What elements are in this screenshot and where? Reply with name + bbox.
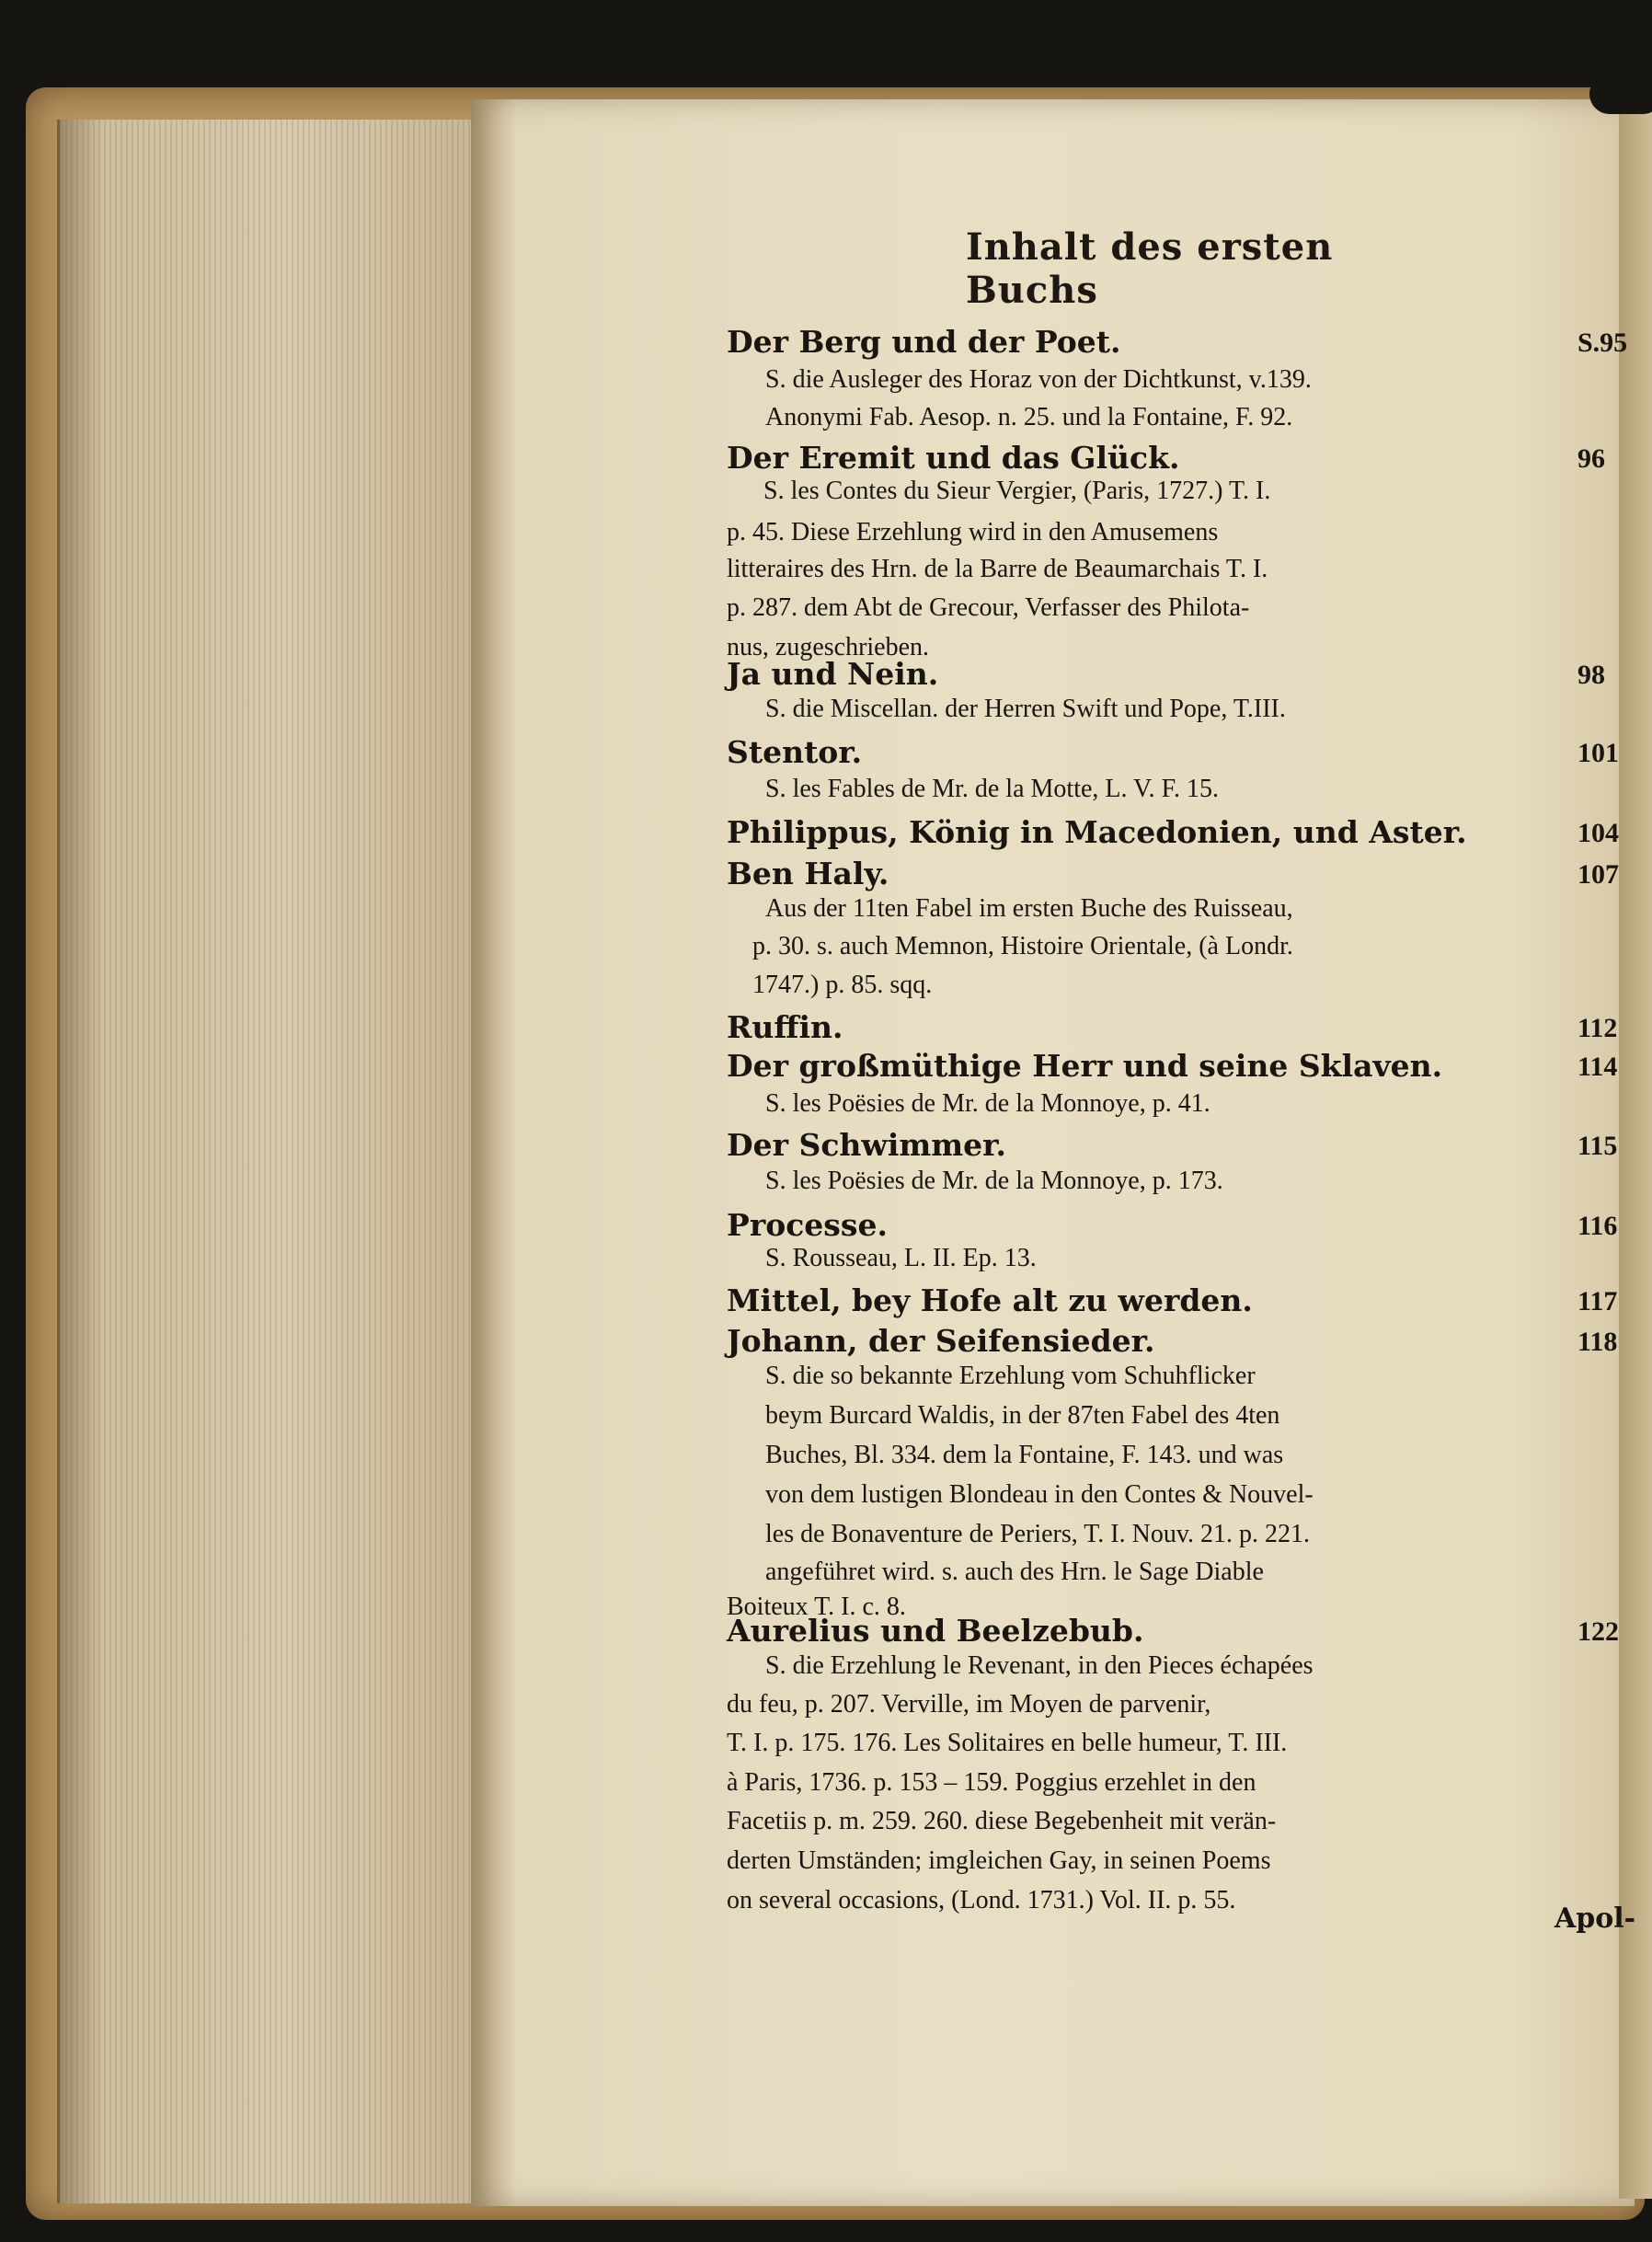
entry-page-number: 122: [1577, 1616, 1619, 1647]
toc-entry: [727, 656, 1605, 693]
toc-entry: [727, 814, 1619, 851]
entry-note-line: [727, 365, 1564, 402]
note-text: S. les Contes du Sieur Vergier, (Paris, 1727.) T. I.: [763, 477, 1271, 505]
entry-page-number: 104: [1577, 818, 1619, 848]
entry-note-line: [727, 1690, 1564, 1727]
entry-note-line: [727, 1520, 1564, 1557]
note-text: p. 287. dem Abt de Grecour, Verfasser des Philota-: [727, 593, 1250, 622]
entry-note-line: [727, 1441, 1564, 1477]
toc-entry: [727, 440, 1605, 477]
entry-title: Ben Haly.: [727, 856, 889, 891]
toc-entry: [727, 1009, 1618, 1046]
entry-note-line: [727, 1089, 1564, 1126]
note-text: S. die Miscellan. der Herren Swift und Pope, T.III.: [765, 695, 1286, 723]
toc-entry: [727, 324, 1628, 361]
entry-title: Der Berg und der Poet.: [727, 324, 1121, 360]
toc-entry: [727, 1323, 1618, 1360]
entry-note-line: [727, 593, 1564, 630]
toc-entry: [727, 1127, 1618, 1164]
entry-title: Philippus, König in Macedonien, und Aster.: [727, 814, 1467, 850]
entry-page-number: S.95: [1577, 328, 1628, 358]
note-text: Anonymi Fab. Aesop. n. 25. und la Fontaine, F. 92.: [765, 403, 1293, 431]
entry-note-line: [727, 518, 1564, 555]
entry-page-number: 107: [1577, 859, 1619, 890]
entry-title: Johann, der Seifensieder.: [727, 1323, 1155, 1359]
entry-note-line: [727, 477, 1564, 513]
entry-note-line: [727, 1362, 1564, 1398]
entry-page-number: 112: [1577, 1013, 1618, 1043]
note-text: beym Burcard Waldis, in der 87ten Fabel des 4ten: [765, 1401, 1280, 1430]
note-text: on several occasions, (Lond. 1731.) Vol. II. p. 55.: [727, 1886, 1236, 1914]
entry-page-number: 118: [1577, 1327, 1618, 1357]
note-text: p. 45. Diese Erzehlung wird in den Amusemens: [727, 518, 1219, 546]
entry-title: Processe.: [727, 1207, 888, 1243]
entry-note-line: [727, 1846, 1564, 1883]
toc-entry: [727, 1613, 1619, 1650]
entry-page-number: 114: [1577, 1052, 1618, 1082]
entry-note-line: [727, 971, 1564, 1007]
note-text: S. Rousseau, L. II. Ep. 13.: [765, 1244, 1037, 1272]
entry-note-line: [727, 555, 1564, 592]
entry-title: Der Schwimmer.: [727, 1127, 1007, 1163]
note-text: derten Umständen; imgleichen Gay, in seinen Poems: [727, 1846, 1271, 1875]
note-text: p. 30. s. auch Memnon, Histoire Orientale, (à Londr.: [752, 932, 1293, 960]
entry-title: Ruffin.: [727, 1009, 843, 1045]
running-header: Inhalt des ersten Buchs: [966, 225, 1334, 312]
note-text: Facetiis p. m. 259. 260. diese Begebenheit mit verän-: [727, 1807, 1277, 1835]
entry-note-line: [727, 1807, 1564, 1844]
entry-note-line: [727, 1886, 1564, 1923]
note-text: angeführet wird. s. auch des Hrn. le Sage Diable: [765, 1558, 1264, 1586]
toc-entry: [727, 1207, 1618, 1244]
entry-page-number: 101: [1577, 738, 1619, 768]
note-text: T. I. p. 175. 176. Les Solitaires en belle humeur, T. III.: [727, 1729, 1288, 1757]
note-text: 1747.) p. 85. sqq.: [752, 971, 933, 999]
entry-note-line: [727, 1401, 1564, 1438]
entry-page-number: 96: [1577, 443, 1605, 474]
note-text: à Paris, 1736. p. 153 – 159. Poggius erzehlet in den: [727, 1768, 1256, 1797]
catchword: Apol-: [1554, 1903, 1636, 1935]
entry-note-line: [727, 1480, 1564, 1517]
entry-note-line: [727, 1558, 1564, 1594]
note-text: les de Bonaventure de Periers, T. I. Nouv. 21. p. 221.: [765, 1520, 1311, 1548]
entry-page-number: 116: [1577, 1211, 1618, 1241]
entry-page-number: 117: [1577, 1286, 1618, 1316]
note-text: Boiteux T. I. c. 8.: [727, 1592, 906, 1621]
entry-note-line: [727, 1244, 1564, 1281]
note-text: S. die so bekannte Erzehlung vom Schuhflicker: [765, 1362, 1256, 1390]
entry-note-line: [727, 1768, 1564, 1805]
entry-note-line: [727, 1729, 1564, 1765]
entry-note-line: [727, 775, 1564, 811]
entry-title: Der großmüthige Herr und seine Sklaven.: [727, 1048, 1443, 1084]
entry-note-line: [727, 1651, 1564, 1688]
note-text: von dem lustigen Blondeau in den Contes & Nouvel-: [765, 1480, 1314, 1509]
note-text: Buches, Bl. 334. dem la Fontaine, F. 143. und was: [765, 1441, 1284, 1469]
entry-title: Aurelius und Beelzebub.: [727, 1613, 1144, 1649]
entry-note-line: [727, 403, 1564, 440]
toc-entry: [727, 1048, 1618, 1085]
note-text: Aus der 11ten Fabel im ersten Buche des Ruisseau,: [765, 894, 1293, 923]
entry-note-line: [727, 932, 1564, 969]
entry-page-number: 115: [1577, 1131, 1618, 1161]
entry-title: Stentor.: [727, 734, 863, 770]
entry-note-line: [727, 894, 1564, 931]
entry-note-line: [727, 695, 1564, 731]
toc-entry: [727, 734, 1619, 771]
note-text: S. les Poësies de Mr. de la Monnoye, p. 173.: [765, 1167, 1223, 1195]
note-text: S. les Poësies de Mr. de la Monnoye, p. 41.: [765, 1089, 1210, 1118]
entry-title: Mittel, bey Hofe alt zu werden.: [727, 1282, 1253, 1318]
note-text: litteraires des Hrn. de la Barre de Beaumarchais T. I.: [727, 555, 1268, 583]
entry-page-number: 98: [1577, 660, 1605, 690]
note-text: S. die Ausleger des Horaz von der Dichtkunst, v.139.: [765, 365, 1312, 394]
toc-entry: [727, 1282, 1618, 1319]
toc-entry: [727, 856, 1619, 892]
entry-title: Der Eremit und das Glück.: [727, 440, 1180, 476]
note-text: du feu, p. 207. Verville, im Moyen de parvenir,: [727, 1690, 1211, 1719]
note-text: nus, zugeschrieben.: [727, 633, 930, 661]
note-text: S. les Fables de Mr. de la Motte, L. V. F. 15.: [765, 775, 1219, 803]
entry-note-line: [727, 1167, 1564, 1203]
entry-title: Ja und Nein.: [727, 656, 939, 692]
note-text: S. die Erzehlung le Revenant, in den Pieces échapées: [765, 1651, 1314, 1680]
